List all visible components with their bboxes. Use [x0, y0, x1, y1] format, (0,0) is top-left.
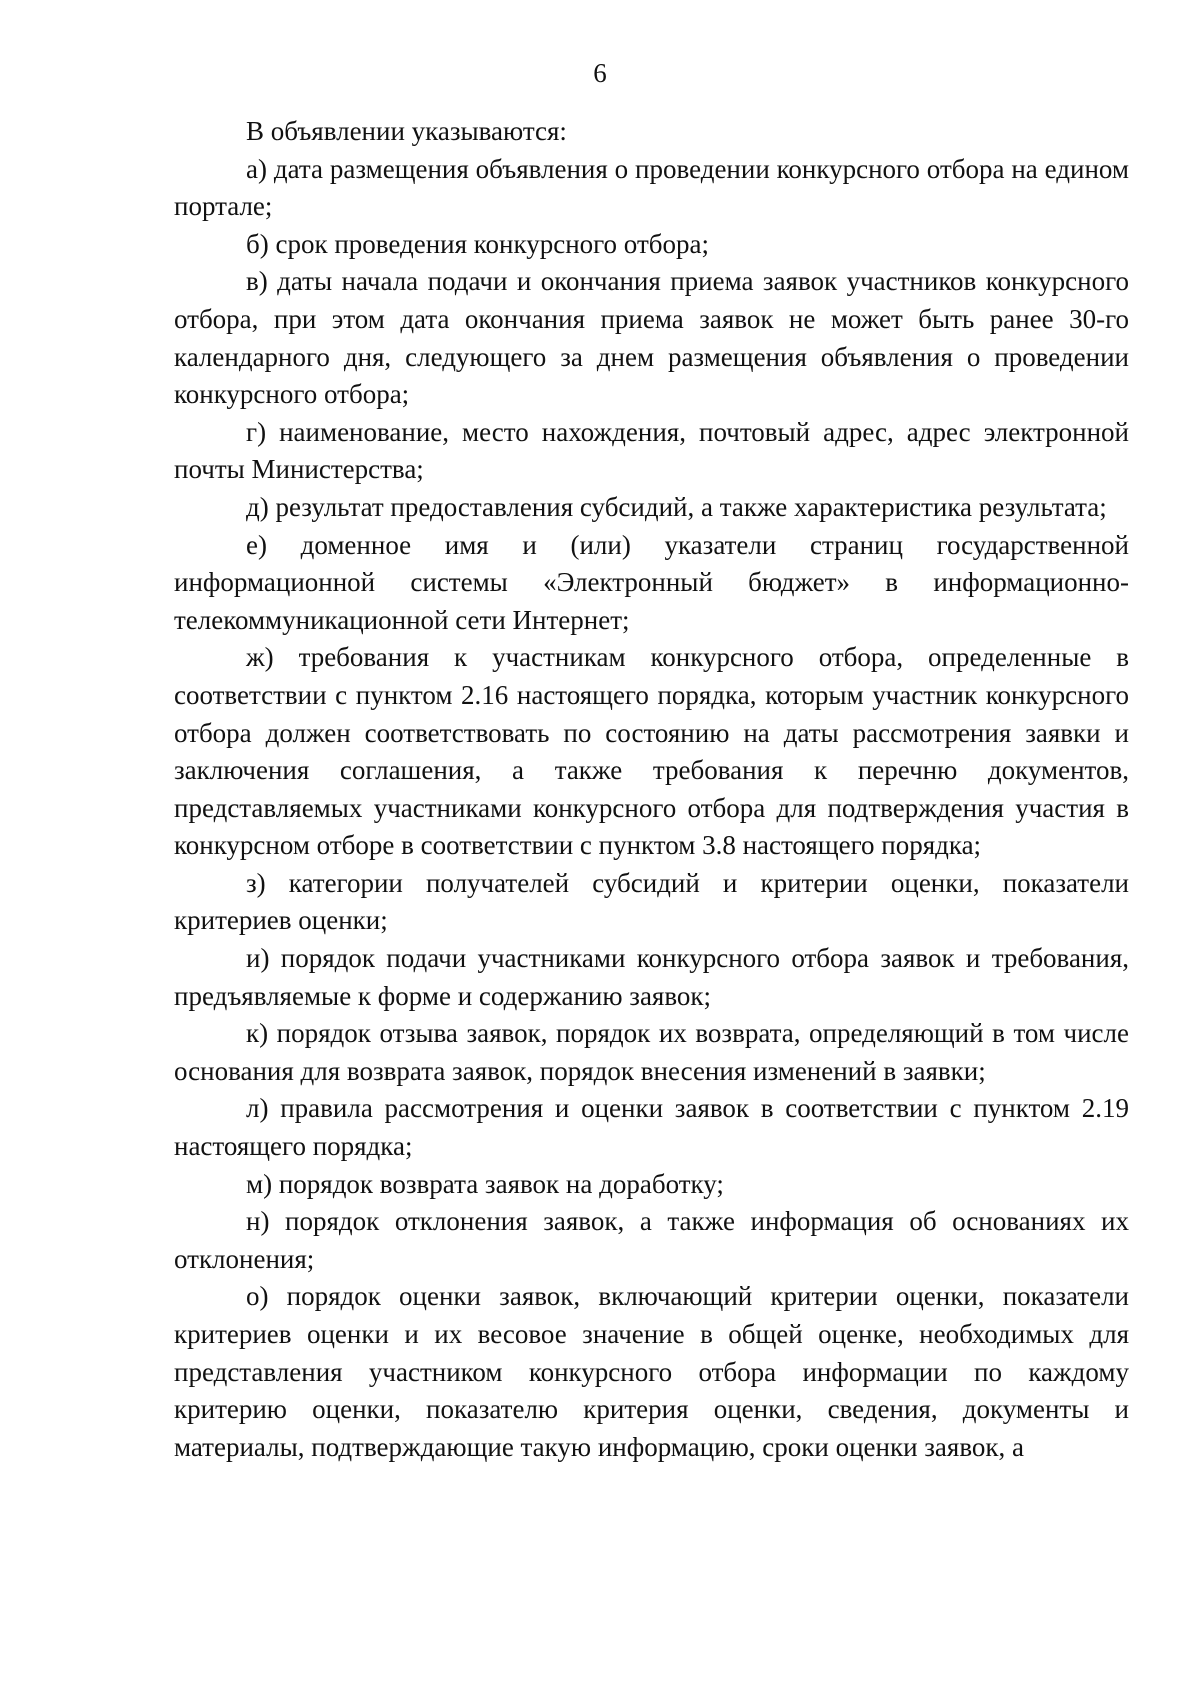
paragraph-item-k: к) порядок отзыва заявок, порядок их возврата, определяющий в том числе основания для возврата заявок, порядок внесения изменений в заявки; [174, 1018, 1129, 1086]
paragraph-item-o: о) порядок оценки заявок, включающий критерии оценки, показатели критериев оценки и их весовое значение в общей оценке, необходимых для представления участником конкурсного отбора информации по каждому критерию оценки, показателю критерия оценки, сведения, документы и материалы, подтверждающие такую информацию, сроки оценки заявок, а [174, 1281, 1129, 1462]
paragraph-item-n: н) порядок отклонения заявок, а также информация об основаниях их отклонения; [174, 1206, 1129, 1274]
paragraph-item-d: д) результат предоставления субсидий, а также характеристика результата; [246, 491, 1107, 522]
paragraph-item-m: м) порядок возврата заявок на доработку; [246, 1168, 724, 1199]
page-number: 6 [593, 58, 607, 88]
paragraph-item-e: е) доменное имя и (или) указатели страниц государственной информационной системы «Электронный бюджет» в информационно-телекоммуникационной сети Интернет; [174, 529, 1129, 635]
document-body [174, 113, 1129, 1466]
paragraph-item-a: а) дата размещения объявления о проведении конкурсного отбора на едином портале; [174, 153, 1129, 222]
paragraph-item-b: б) срок проведения конкурсного отбора; [246, 228, 709, 259]
paragraph-item-v: в) даты начала подачи и окончания приема заявок участников конкурсного отбора, при этом дата окончания приема заявок не может быть ранее 30-го календарного дня, следующего за днем размещения объявления о проведении конкурсного отбора; [174, 266, 1129, 410]
paragraph-item-g: г) наименование, место нахождения, почтовый адрес, адрес электронной почты Министерства; [174, 416, 1129, 485]
paragraph-item-i: и) порядок подачи участниками конкурсного отбора заявок и требования, предъявляемые к форме и содержанию заявок; [174, 943, 1129, 1011]
paragraph-item-l: л) правила рассмотрения и оценки заявок в соответствии с пунктом 2.19 настоящего порядка; [174, 1093, 1129, 1162]
paragraph-item-z: з) категории получателей субсидий и критерии оценки, показатели критериев оценки; [174, 867, 1129, 936]
paragraph-intro: В объявлении указываются: [246, 116, 567, 146]
paragraph-item-zh: ж) требования к участникам конкурсного отбора, определенные в соответствии с пунктом 2.16 настоящего порядка, которым участник конкурсного отбора должен соответствовать по состоянию на даты рассмотрения заявки и заключения соглашения, а также требования к перечню документов, представляемых участниками конкурсного отбора для подтверждения участия в конкурсном отборе в соответствии с пунктом 3.8 настоящего порядка; [174, 642, 1129, 861]
